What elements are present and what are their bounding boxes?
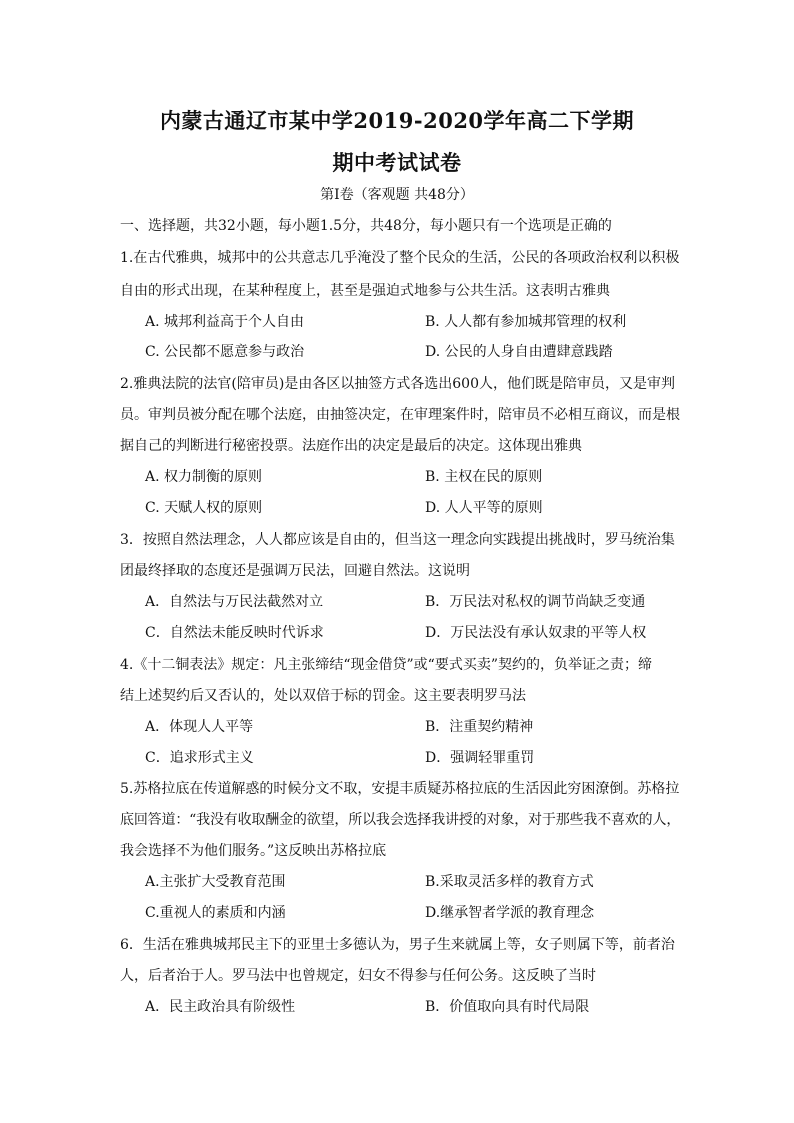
question-6-option-b: B．价值取向具有时代局限 <box>425 999 590 1015</box>
question-3-option-a: A．自然法与万民法截然对立 <box>145 594 324 610</box>
question-3-option-d: D．万民法没有承认奴隶的平等人权 <box>425 625 647 641</box>
question-4-option-c: C．追求形式主义 <box>145 750 254 766</box>
question-5-option-d: D.继承智者学派的教育理念 <box>425 905 595 921</box>
question-2-option-c: C. 天赋人权的原则 <box>145 500 263 516</box>
question-5-line-3: 我会选择不为他们服务。”这反映出苏格拉底 <box>120 843 387 859</box>
question-5-line-1: 5.苏格拉底在传道解惑的时候分文不取，安提丰质疑苏格拉底的生活因此穷困潦倒。苏格拉 <box>120 781 680 797</box>
exam-title-line1: 内蒙古通辽市某中学2019-2020学年高二下学期 <box>159 108 635 133</box>
question-1-line-2: 自由的形式出现，在某种程度上，甚至是强迫式地参与公共生活。这表明古雅典 <box>120 283 610 299</box>
question-6-option-a: A．民主政治具有阶级性 <box>145 999 296 1015</box>
question-3-line-1: 3．按照自然法理念，人人都应该是自由的，但当这一理念向实践提出挑战时，罗马统治集 <box>120 532 675 548</box>
question-6-line-1: 6．生活在雅典城邦民主下的亚里士多德认为，男子生来就属上等，女子则属下等，前者治 <box>120 937 675 953</box>
question-5-option-a: A.主张扩大受教育范围 <box>145 874 286 890</box>
question-5-option-b: B.采取灵活多样的教育方式 <box>425 874 594 890</box>
question-2-option-d: D. 人人平等的原则 <box>425 500 543 516</box>
question-4-line-1: 4.《十二铜表法》规定：凡主张缔结“现金借贷”或“要式买卖”契约的，负举证之责；缔 <box>120 657 652 673</box>
question-5-option-c: C.重视人的素质和内涵 <box>145 905 286 921</box>
question-2-line-1: 2.雅典法院的法官(陪审员)是由各区以抽签方式各选出600人，他们既是陪审员，又是审判 <box>120 376 676 392</box>
question-1-line-1: 1.在古代雅典，城邦中的公共意志几乎淹没了整个民众的生活，公民的各项政治权利以积极 <box>120 250 680 266</box>
question-5-line-2: 底回答道：“我没有收取酬金的欲望，所以我会选择我讲授的对象，对于那些我不喜欢的人， <box>120 812 681 828</box>
question-1-option-d: D. 公民的人身自由遭肆意践踏 <box>425 344 613 360</box>
question-2-line-2: 员。审判员被分配在哪个法庭，由抽签决定，在审理案件时，陪审员不必相互商议，而是根 <box>120 407 680 423</box>
question-1-option-c: C. 公民都不愿意参与政治 <box>145 344 305 360</box>
question-4-line-2: 结上述契约后又否认的，处以双倍于标的罚金。这主要表明罗马法 <box>120 688 526 704</box>
question-1-option-a: A. 城邦利益高于个人自由 <box>145 314 305 330</box>
section-heading: 一、选择题，共32小题，每小题1.5分，共48分，每小题只有一个选项是正确的 <box>120 218 612 234</box>
exam-title-line2: 期中考试试卷 <box>332 150 462 175</box>
question-3-option-c: C．自然法未能反映时代诉求 <box>145 625 324 641</box>
question-6-line-2: 人，后者治于人。罗马法中也曾规定，妇女不得参与任何公务。这反映了当时 <box>120 968 596 984</box>
question-4-option-d: D．强调轻罪重罚 <box>425 750 535 766</box>
question-2-option-b: B. 主权在民的原则 <box>425 469 543 485</box>
question-3-option-b: B．万民法对私权的调节尚缺乏变通 <box>425 594 646 610</box>
question-1-option-b: B. 人人都有参加城邦管理的权利 <box>425 314 627 330</box>
volume-heading: 第Ⅰ卷（客观题 共48分） <box>320 187 474 203</box>
question-4-option-a: A．体现人人平等 <box>145 719 254 735</box>
question-2-option-a: A. 权力制衡的原则 <box>145 469 263 485</box>
question-2-line-3: 据自己的判断进行秘密投票。法庭作出的决定是最后的决定。这体现出雅典 <box>120 438 582 454</box>
question-3-line-2: 团最终择取的态度还是强调万民法，回避自然法。这说明 <box>120 563 470 579</box>
question-4-option-b: B．注重契约精神 <box>425 719 534 735</box>
